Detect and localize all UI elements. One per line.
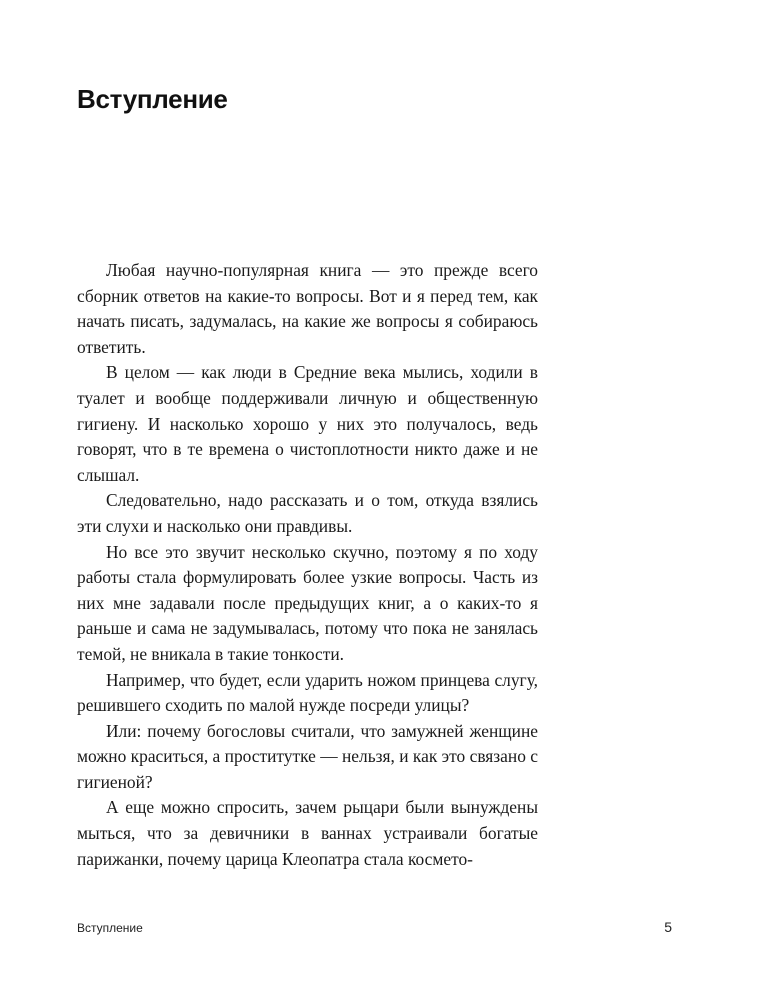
paragraph-6: Или: почему богословы считали, что замужней женщине можно краситься, а проститутке — нельзя, и как это связано с гигиеной? [77, 720, 538, 792]
paragraph-3: Следовательно, надо рассказать и о том, откуда взялись эти слухи и насколько они правдивы. [77, 490, 538, 536]
chapter-title: Вступление [77, 84, 228, 114]
running-footer-title: Вступление [77, 921, 143, 935]
paragraph-4: Но все это звучит несколько скучно, поэтому я по ходу работы стала формулировать более узкие вопросы. Часть из них мне задавали после предыдущих книг, а о каких-то я раньше и сама не задумывалась, потому что пока не занялась темой, не вникала в такие тонкости. [77, 541, 538, 664]
paragraph-5: Например, что будет, если ударить ножом принцева слугу, решившего сходить по малой нужде посреди улицы? [77, 669, 538, 716]
paragraph-7: А еще можно спросить, зачем рыцари были вынуждены мыться, что за девичники в ваннах устраивали богатые парижанки, почему царица Клеопатра стала космето- [77, 797, 538, 869]
paragraph-2: В целом — как люди в Средние века мылись, ходили в туалет и вообще поддерживали личную и общественную гигиену. И насколько хорошо у них это получалось, ведь говорят, что в те времена о чистоплотности никто даже и не слышал. [77, 362, 538, 485]
page-number: 5 [664, 919, 672, 935]
paragraph-1: Любая научно-популярная книга — это прежде всего сборник ответов на какие-то вопросы. Вот и я перед тем, как начать писать, задумалась, на какие же вопросы я собираюсь ответить. [77, 260, 538, 357]
body-text [77, 258, 538, 872]
